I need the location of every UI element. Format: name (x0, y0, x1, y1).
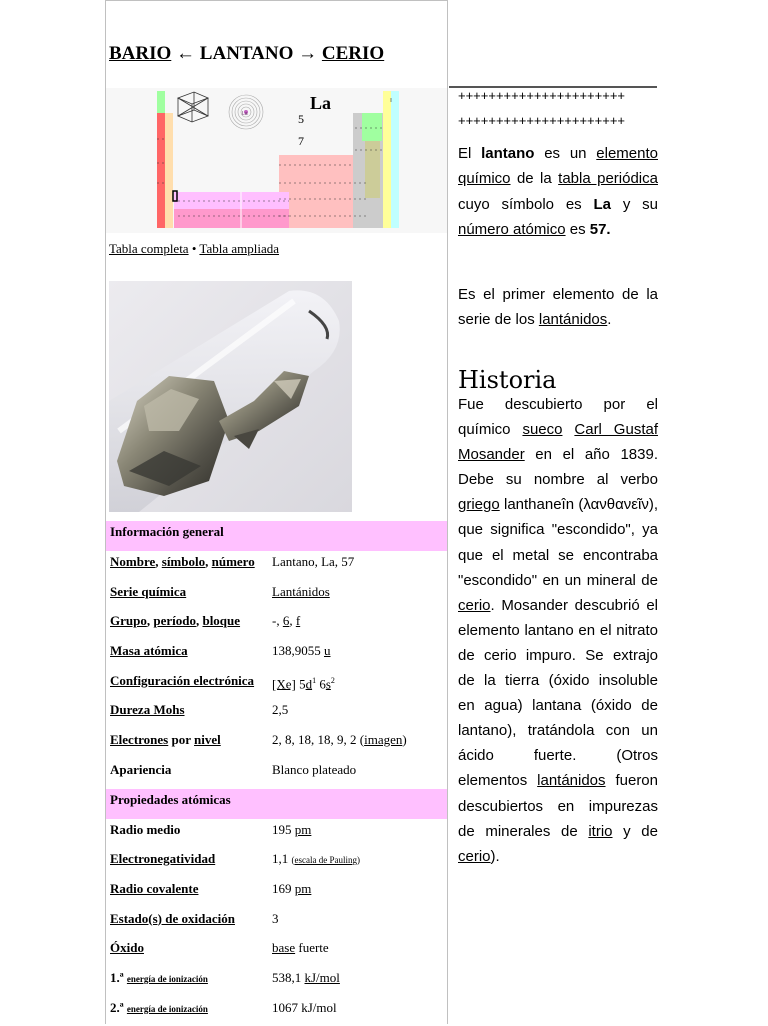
general-info-header: Información general (106, 521, 447, 551)
row-value-covalent: 169 pm (272, 880, 312, 896)
row-key-electrons: Electrones por nivel (110, 732, 221, 748)
atomic-props-header: Propiedades atómicas (106, 789, 447, 819)
links-separator: • (191, 241, 197, 256)
row-value-mass: 138,9055 u (272, 643, 331, 659)
full-table-link[interactable]: Tabla completa (109, 241, 189, 256)
history-paragraph: Fue descubierto por el químico sueco Carl Gustaf Mosander en el año 1839. Debe su nombre al verbo griego lanthaneîn (λανθανεῖν), que significa "escondido", ya que el metal se encontraba "escondido" en un mineral de cerio. Mosander descubrió el elemento lantano en el nitrato de cerio impuro. Se extrajo de la tierra (óxido insoluble en agua) lantana (óxido de lantano), tratándola con un ácido fuerte. (Otros elementos lantánidos fueron descubiertos en impurezas de minerales de itrio y de cerio). (458, 396, 658, 865)
ptable-noble-block (391, 91, 399, 228)
left-arrow: ← (176, 43, 196, 64)
plus-line-1: ++++++++++++++++++++++ (458, 88, 626, 103)
row-key-electroneg[interactable]: Electronegatividad (110, 851, 216, 867)
table-row (106, 581, 447, 611)
table-row (106, 729, 447, 759)
intro-paragraph-2: Es el primer elemento de la serie de los lantánidos. (458, 286, 658, 329)
row-key-oxide[interactable]: Óxido (110, 940, 144, 956)
ptable-symbol: La (310, 93, 332, 113)
crystal-structure-icon (178, 92, 208, 122)
row-value-config: [Xe] $5d^1$ $6s^2$ (272, 675, 335, 692)
ptable-hydrogen-cell (157, 91, 165, 113)
row-value-electrons: 2, 8, 18, 18, 9, 2 (imagen) (272, 732, 407, 748)
row-key-radius: Radio medio (110, 821, 181, 837)
link-lantanidos[interactable]: lantánidos (538, 311, 608, 329)
row-value-oxidation: 3 (272, 910, 279, 926)
row-key-config[interactable]: Configuración electrónica (110, 672, 255, 688)
link-lantanidos-2[interactable]: lantánidos (537, 772, 606, 790)
ptable-alkaline-block (165, 113, 173, 228)
row-key-oxidation[interactable]: Estado(s) de oxidación (110, 910, 235, 926)
row-value-radius: 195 pm (272, 821, 312, 837)
table-row (106, 670, 447, 700)
ptable-nonmetal-block (362, 113, 382, 141)
table-row (106, 997, 447, 1026)
row-key-ion2: 2.ª energía de ionización (110, 999, 208, 1015)
table-row (106, 640, 447, 670)
link-sueco[interactable]: sueco (522, 421, 563, 439)
row-value-ion2: 1067 kJ/mol (272, 999, 337, 1015)
extended-table-link[interactable]: Tabla ampliada (199, 241, 280, 256)
right-arrow: → (298, 43, 318, 64)
row-value-oxide: base fuerte (272, 940, 329, 956)
next-element-link[interactable]: CERIO (321, 43, 385, 64)
link-carl-gustaf-mosander[interactable]: Carl Gustaf Mosander (458, 421, 658, 464)
row-key-mass[interactable]: Masa atómica (110, 643, 188, 659)
periodic-table-thumbnail[interactable] (106, 88, 447, 233)
properties-table (106, 521, 447, 1026)
row-key-ion1: 1.ª energía de ionización (110, 969, 208, 985)
table-row (106, 908, 447, 938)
table-row (106, 759, 447, 789)
row-key-covalent[interactable]: Radio covalente (110, 880, 199, 896)
ptable-digit-bottom: 7 (298, 134, 304, 148)
link-numero-atomico[interactable]: número atómico (458, 220, 566, 238)
table-row (106, 699, 447, 729)
ptable-halogen-block (383, 91, 391, 228)
ptable-transition-block (279, 155, 353, 228)
link-cerio-2[interactable]: cerio (458, 847, 491, 865)
table-row (106, 967, 447, 997)
ptable-actinide-row (174, 209, 289, 228)
link-griego[interactable]: griego (458, 496, 500, 514)
link-tabla-periodica[interactable]: tabla periódica (558, 170, 658, 188)
intro-paragraph: El lantano es un elemento químico de la tabla periódica cuyo símbolo es La y su número atómico es 57. (458, 145, 658, 238)
table-row (106, 848, 447, 878)
row-key-series[interactable]: Serie química (110, 583, 187, 599)
ptable-alkali-block (157, 113, 165, 228)
row-value-appearance: Blanco plateado (272, 761, 357, 777)
table-row (106, 819, 447, 849)
row-value-name: Lantano, La, 57 (272, 554, 355, 569)
element-navigation (109, 43, 445, 65)
ptable-shell-label: La (242, 111, 248, 117)
plus-line-2: ++++++++++++++++++++++ (458, 113, 626, 128)
link-elemento-quimico[interactable]: elemento químico (458, 145, 658, 188)
row-value-electroneg: 1,1 (escala de Pauling) (272, 851, 360, 867)
table-row (106, 878, 447, 908)
lanthanum-sample-photo[interactable] (109, 281, 352, 512)
row-value-series[interactable]: Lantánidos (272, 583, 330, 599)
ptable-lanthanide-row (174, 192, 289, 209)
ptable-digit-top: 5 (298, 112, 304, 126)
table-row (106, 610, 447, 640)
row-value-ion1: 538,1 kJ/mol (272, 969, 340, 985)
prev-element-link[interactable]: BARIO (109, 43, 172, 64)
article-body (449, 0, 669, 1024)
element-infobox (105, 0, 448, 1024)
section-heading-historia: Historia (458, 365, 557, 394)
row-key-mohs[interactable]: Dureza Mohs (110, 702, 185, 718)
row-value-group: -, 6, f (272, 613, 301, 629)
table-row (106, 937, 447, 967)
row-value-mohs: 2,5 (272, 702, 289, 718)
row-key-group: Grupo, período, bloque (110, 613, 241, 629)
row-key-name: Nombre, símbolo, número (110, 554, 255, 569)
table-links (109, 241, 279, 257)
link-itrio[interactable]: itrio (588, 822, 613, 840)
row-key-appearance: Apariencia (110, 761, 172, 777)
link-cerio[interactable]: cerio (458, 596, 491, 614)
current-element-title: LANTANO (199, 43, 294, 64)
table-row (106, 551, 447, 581)
